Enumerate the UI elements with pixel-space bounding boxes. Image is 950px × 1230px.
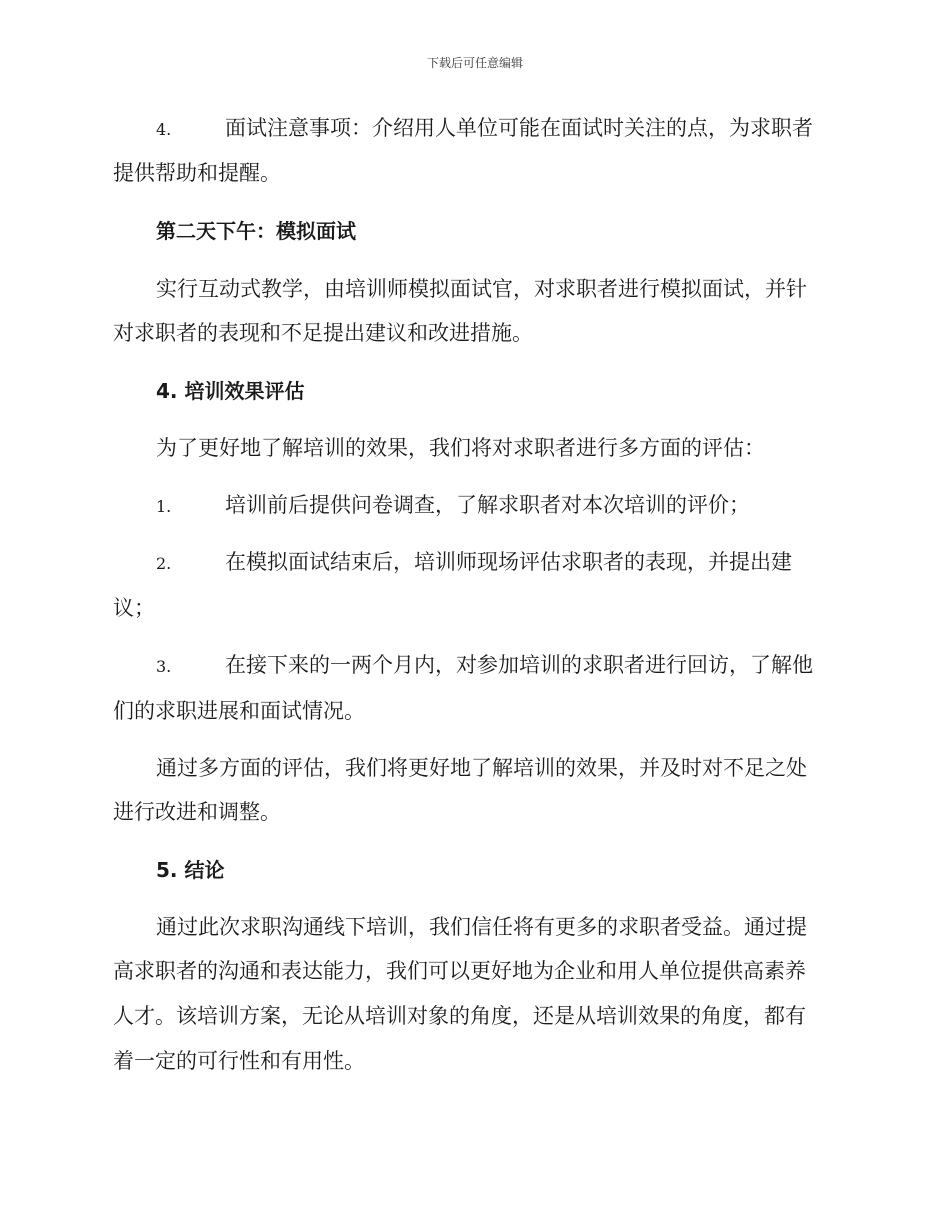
list-item-text: 面试注意事项：介绍用人单位可能在面试时关注的点，为求职者 bbox=[225, 116, 813, 140]
list-item-text-continued: 提供帮助和提醒。 bbox=[113, 161, 281, 185]
list-number: 2. bbox=[156, 554, 172, 573]
section-subheading: 第二天下午：模拟面试 bbox=[156, 219, 356, 243]
paragraph-line: 高求职者的沟通和表达能力，我们可以更好地为企业和用人单位提供高素养 bbox=[113, 959, 806, 983]
list-item-text-continued: 们的求职进展和面试情况。 bbox=[113, 699, 365, 723]
paragraph-line: 为了更好地了解培训的效果，我们将对求职者进行多方面的评估： bbox=[156, 436, 765, 460]
paragraph-line: 通过此次求职沟通线下培训，我们信任将有更多的求职者受益。通过提 bbox=[156, 915, 807, 939]
list-number: 1. bbox=[156, 497, 172, 516]
list-number: 4. bbox=[156, 120, 172, 139]
section-heading: 4. 培训效果评估 bbox=[156, 379, 305, 403]
paragraph-line: 着一定的可行性和有用性。 bbox=[113, 1049, 365, 1073]
list-item-text-continued: 议； bbox=[113, 596, 155, 620]
section-heading: 5. 结论 bbox=[156, 858, 225, 882]
paragraph-line: 通过多方面的评估，我们将更好地了解培训的效果，并及时对不足之处 bbox=[156, 756, 807, 780]
list-number: 3. bbox=[156, 657, 172, 676]
paragraph-line: 人才。该培训方案，无论从培训对象的角度，还是从培训效果的角度，都有 bbox=[113, 1004, 806, 1028]
list-item-text: 在接下来的一两个月内，对参加培训的求职者进行回访，了解他 bbox=[225, 653, 813, 677]
list-item-text: 在模拟面试结束后，培训师现场评估求职者的表现，并提出建 bbox=[225, 550, 792, 574]
page-header: 下载后可任意编辑 bbox=[426, 56, 523, 70]
paragraph-line: 对求职者的表现和不足提出建议和改进措施。 bbox=[113, 321, 533, 345]
list-item-text: 培训前后提供问卷调查，了解求职者对本次培训的评价； bbox=[225, 493, 750, 517]
paragraph-line: 进行改进和调整。 bbox=[113, 800, 281, 824]
paragraph-line: 实行互动式教学，由培训师模拟面试官，对求职者进行模拟面试，并针 bbox=[156, 277, 807, 301]
